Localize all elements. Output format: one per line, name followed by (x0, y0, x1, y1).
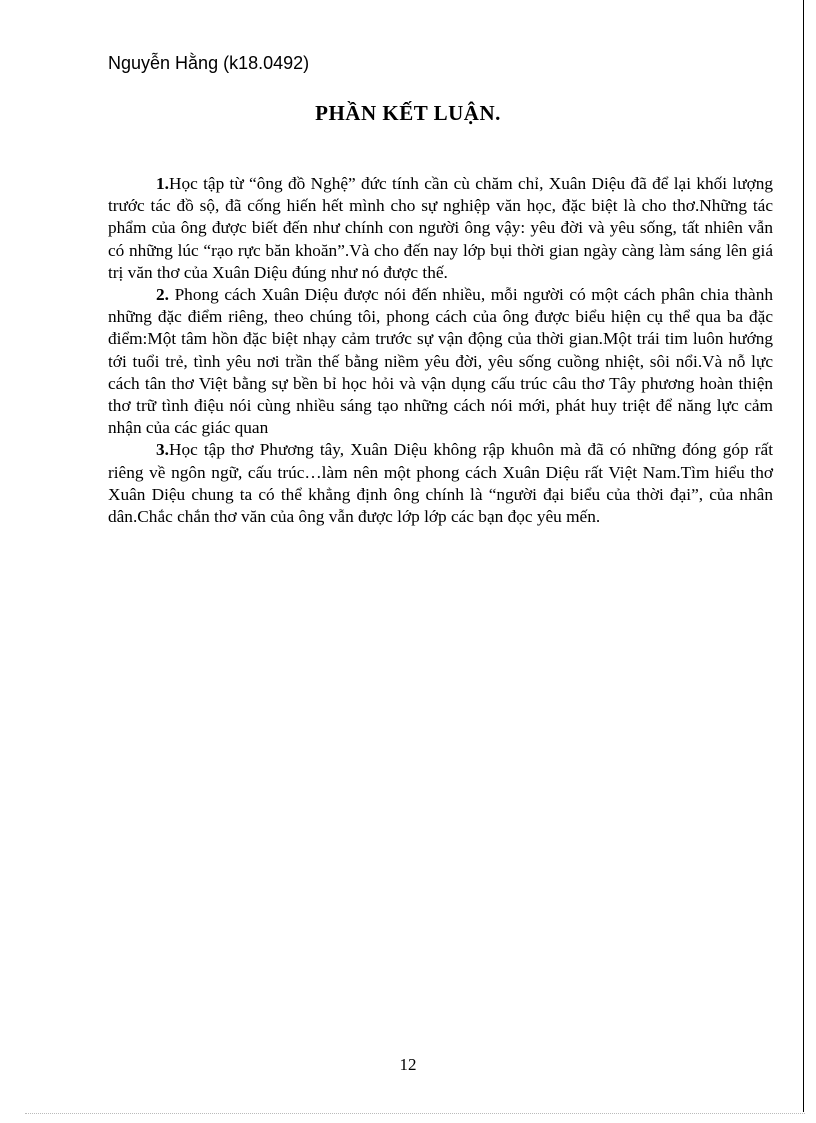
paragraph-text: Học tập thơ Phương tây, Xuân Diệu không rập khuôn mà đã có những đóng góp rất riêng về ngôn ngữ, cấu trúc…làm nên một phong cách Xuân Diệu rất Việt Nam.Tìm hiểu thơ Xuân Diệu chung ta có thể khẳng định ông chính là “người đại biểu của thời đại”, của nhân dân.Chắc chắn thơ văn của ông vẫn được lớp lớp các bạn đọc yêu mến. (108, 440, 773, 527)
page-number: 12 (399, 1055, 417, 1074)
paragraph-2 (108, 284, 773, 439)
paragraph-number: 2. (156, 285, 169, 305)
paragraph-number: 1. (156, 174, 169, 193)
paragraph-number: 3. (156, 440, 169, 460)
page-border-bottom (25, 1113, 805, 1114)
paragraph-3 (108, 439, 773, 528)
page-title: PHẦN KẾT LUẬN. (315, 101, 501, 125)
paragraph-1 (108, 173, 773, 284)
page-border-right (803, 0, 804, 1112)
paragraph-text: Phong cách Xuân Diệu được nói đến nhiều, mỗi người có một cách phân chia thành những đặc điểm riêng, theo chúng tôi, phong cách của ông được biểu hiện cụ thể qua ba đặc điểm:Một tâm hồn đặc biệt nhạy cảm trước sự vận động của thời gian.Một trái tim luôn hướng tới tuổi trẻ, tình yêu nơi trần thế bằng niềm yêu đời, yêu sống cuồng nhiệt, sôi nổi.Và nỗ lực cách tân thơ Việt bằng sự bền bỉ học hỏi và vận dụng cấu trúc câu thơ Tây phương hoàn thiện thơ trữ tình điệu nói cùng nhiều sáng tạo những cách nói mới, phát huy triệt để năng lực cảm nhận của các giác quan (108, 285, 773, 438)
document-body (108, 173, 773, 528)
paragraph-text: Học tập từ “ông đồ Nghệ” đức tính cần cù chăm chỉ, Xuân Diệu đã để lại khối lượng trước tác đồ sộ, đã cống hiến hết mình cho sự nghiệp văn học, đặc biệt là cho thơ.Những tác phẩm của ông được biết đến như chính con người ông vậy: yêu đời và yêu sống, tất nhiên vẫn có những lúc “rạo rực băn khoăn”.Và cho đến nay lớp bụi thời gian ngày càng làm sáng lên giá trị văn thơ của Xuân Diệu đúng như nó được thế. (108, 174, 773, 282)
author-header: Nguyễn Hằng (k18.0492) (108, 53, 310, 73)
